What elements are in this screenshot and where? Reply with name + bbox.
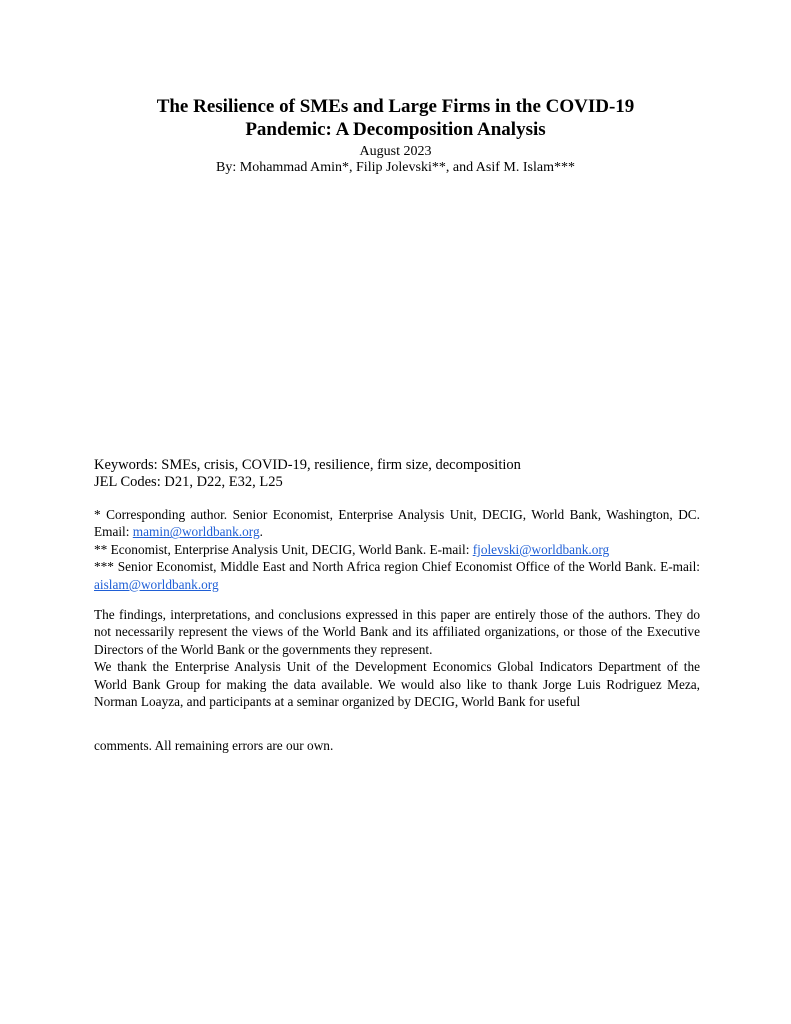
disclaimer-block [94,606,700,710]
paper-title-line-1: The Resilience of SMEs and Large Firms in the COVID-19 [156,96,635,117]
disclaimer-paragraph: The findings, interpretations, and conclusions expressed in this paper are entirely those of the authors. They do not necessarily represent the views of the World Bank and its affiliated organizations, or those of the Executive Directors of the World Bank or the governments they represent. [94,607,700,657]
keywords: Keywords: SMEs, crisis, COVID-19, resilience, firm size, decomposition [94,457,521,473]
footnote-third-author [94,558,700,593]
jel-codes: JEL Codes: D21, D22, E32, L25 [94,474,283,490]
footnote-1-end: . [259,524,263,540]
email-link-mamin[interactable]: mamin@worldbank.org [132,524,260,540]
author-footnotes [94,506,700,593]
footnote-3-text: *** Senior Economist, Middle East and North Africa region Chief Economist Office of the World Bank. E-mail: [94,559,700,575]
email-link-fjolevski[interactable]: fjolevski@worldbank.org [472,541,610,557]
footnote-second-author [94,541,700,558]
author-list: By: Mohammad Amin*, Filip Jolevski**, and Asif M. Islam*** [216,160,575,175]
paper-title [0,95,791,141]
email-link-aislam[interactable]: aislam@worldbank.org [94,576,219,592]
publication-date: August 2023 [359,144,432,159]
acknowledgement-continuation: comments. All remaining errors are our own. [94,738,334,753]
acknowledgement-paragraph: We thank the Enterprise Analysis Unit of the Development Economics Global Indicators Department of the World Bank Group for making the data available. We would also like to thank Jorge Luis Rodriguez Meza, Norman Loayza, and participants at a seminar organized by DECIG, World Bank for useful [94,659,700,710]
footnote-1-text: * Corresponding author. Senior Economist, Enterprise Analysis Unit, DECIG, World Bank, Washington, DC. Email: [94,507,700,540]
paper-title-line-2: Pandemic: A Decomposition Analysis [245,119,546,140]
footnote-2-text: ** Economist, Enterprise Analysis Unit, DECIG, World Bank. E-mail: [94,541,473,557]
footnote-corresponding-author [94,506,700,541]
